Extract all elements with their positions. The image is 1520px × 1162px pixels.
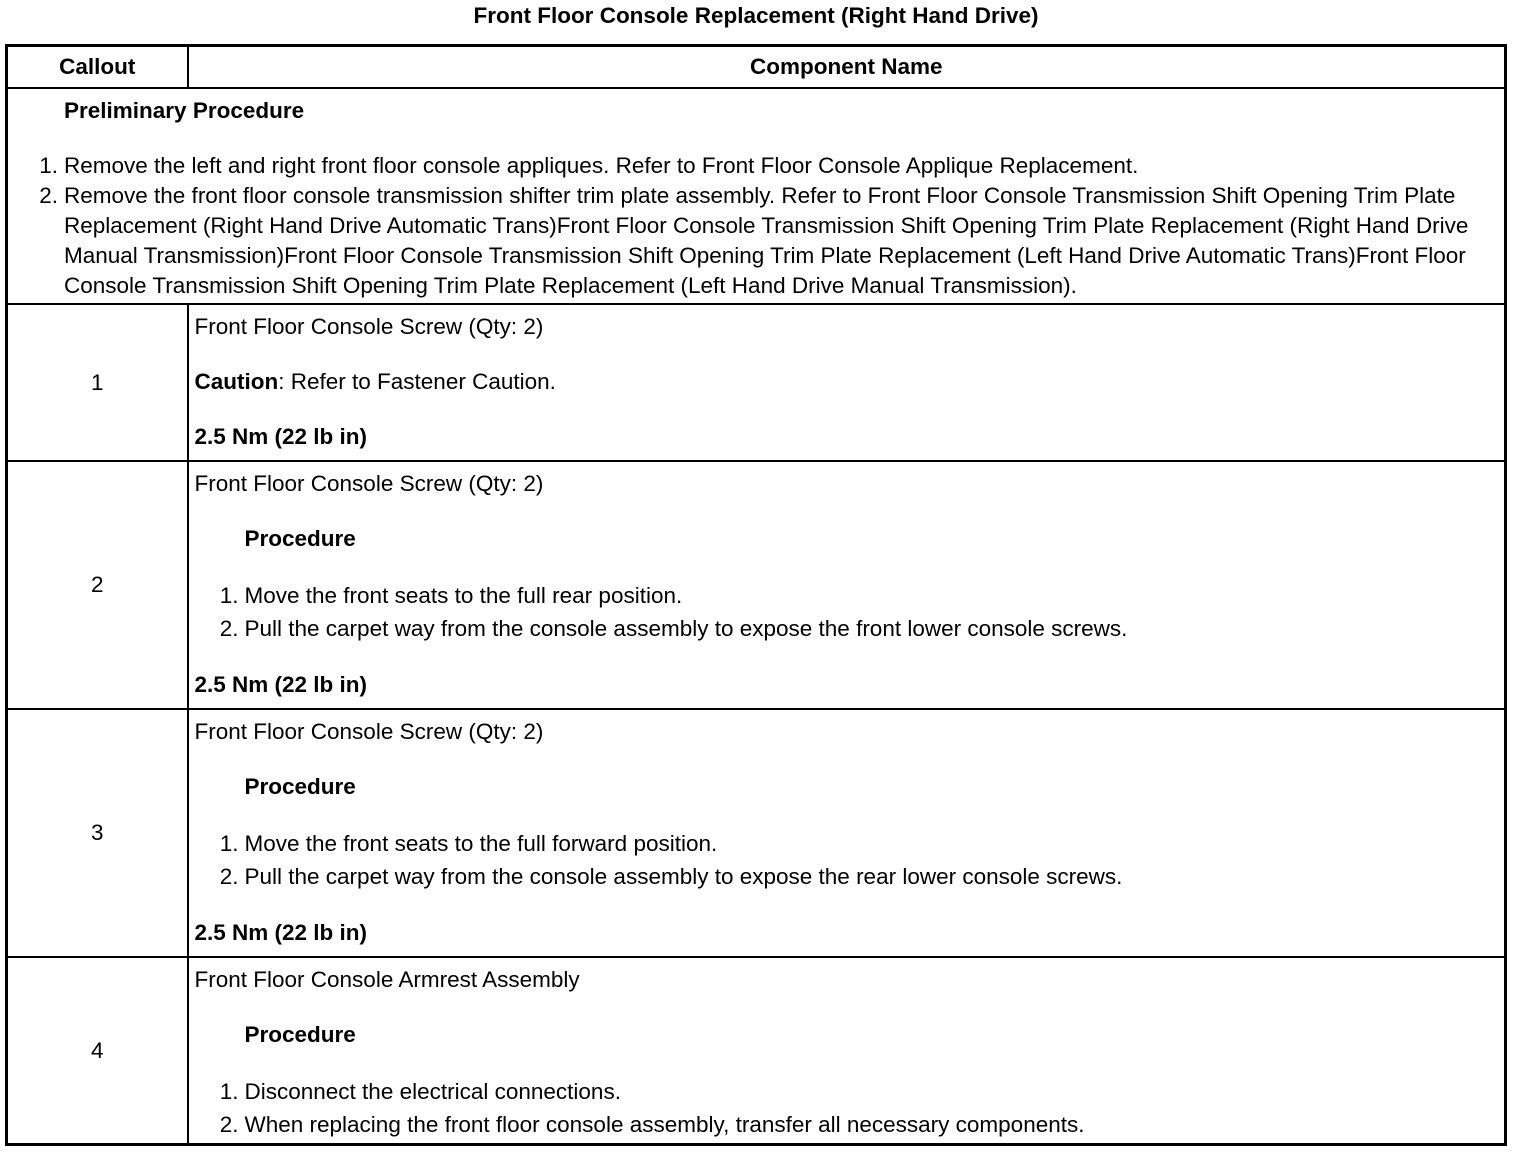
component-cell (188, 304, 1506, 461)
component-name: Front Floor Console Armrest Assembly (194, 967, 580, 992)
list-item (195, 827, 1499, 860)
component-name: Front Floor Console Screw (Qty: 2) (194, 314, 544, 339)
step-number: 2. (219, 864, 239, 889)
list-item (195, 1108, 1499, 1141)
table-row (7, 709, 1506, 957)
callout-cell: 2 (7, 461, 188, 709)
list-item (195, 860, 1499, 893)
table-row (7, 957, 1506, 1145)
preliminary-step (14, 181, 1498, 301)
torque-spec: 2.5 Nm (22 lb in) (194, 424, 368, 449)
list-item (195, 579, 1499, 612)
step-text: Remove the left and right front floor console appliques. Refer to Front Floor Console Applique Replacement. (64, 153, 1139, 178)
procedure-heading: Procedure (244, 1022, 356, 1047)
list-item (195, 1075, 1499, 1108)
step-text: Move the front seats to the full rear position. (244, 583, 683, 608)
preliminary-step (14, 151, 1498, 181)
torque-spec: 2.5 Nm (22 lb in) (194, 920, 368, 945)
component-cell (188, 957, 1506, 1145)
component-cell (188, 461, 1506, 709)
callout-cell: 4 (7, 957, 188, 1145)
component-cell (188, 709, 1506, 957)
component-table (5, 44, 1507, 1146)
callout-column-header: Callout (7, 46, 188, 89)
step-number: 1. (39, 153, 58, 178)
preliminary-procedure-cell (7, 88, 1506, 304)
step-number: 1. (219, 831, 239, 856)
preliminary-procedure-heading: Preliminary Procedure (64, 98, 305, 123)
step-number: 2. (39, 183, 58, 208)
table-row (7, 304, 1506, 461)
procedure-step-list (195, 1075, 1499, 1141)
callout-cell: 3 (7, 709, 188, 957)
procedure-step-list (195, 579, 1499, 645)
caution-note (195, 367, 1499, 397)
preliminary-procedure-row (7, 88, 1506, 304)
step-number: 2. (219, 1112, 239, 1137)
component-name: Front Floor Console Screw (Qty: 2) (194, 471, 544, 496)
step-text: Pull the carpet way from the console assembly to expose the front lower console screws. (244, 616, 1128, 641)
step-text: Disconnect the electrical connections. (244, 1079, 621, 1104)
procedure-step-list (195, 827, 1499, 893)
step-text: Move the front seats to the full forward position. (244, 831, 718, 856)
step-number: 2. (219, 616, 239, 641)
table-row (7, 461, 1506, 709)
preliminary-step-list (14, 151, 1498, 301)
step-text: Remove the front floor console transmission shifter trim plate assembly. Refer to Front Floor Console Transmission Shift Opening Trim Plate Replacement (Right Hand Drive Automatic Trans)Front Floor Console Transmission Shift Opening Trim Plate Replacement (Right Hand Drive Manual Transmission)Front Floor Console Transmission Shift Opening Trim Plate Replacement (Left Hand Drive Automatic Trans)Front Floor Console Transmission Shift Opening Trim Plate Replacement (Left Hand Drive Manual Transmission). (64, 183, 1469, 298)
callout-cell: 1 (7, 304, 188, 461)
step-text: When replacing the front floor console assembly, transfer all necessary components. (244, 1112, 1085, 1137)
step-text: Pull the carpet way from the console assembly to expose the rear lower console screws. (244, 864, 1123, 889)
procedure-heading: Procedure (244, 774, 356, 799)
step-number: 1. (219, 1079, 239, 1104)
step-number: 1. (219, 583, 239, 608)
list-item (195, 612, 1499, 645)
caution-text: : Refer to Fastener Caution. (278, 369, 556, 394)
torque-spec: 2.5 Nm (22 lb in) (194, 672, 368, 697)
procedure-heading: Procedure (244, 526, 356, 551)
table-header-row (7, 46, 1506, 89)
caution-label: Caution (194, 369, 279, 394)
component-name-column-header: Component Name (188, 46, 1506, 89)
component-name: Front Floor Console Screw (Qty: 2) (194, 719, 544, 744)
document-title: Front Floor Console Replacement (Right Hand Drive) (473, 3, 1039, 28)
